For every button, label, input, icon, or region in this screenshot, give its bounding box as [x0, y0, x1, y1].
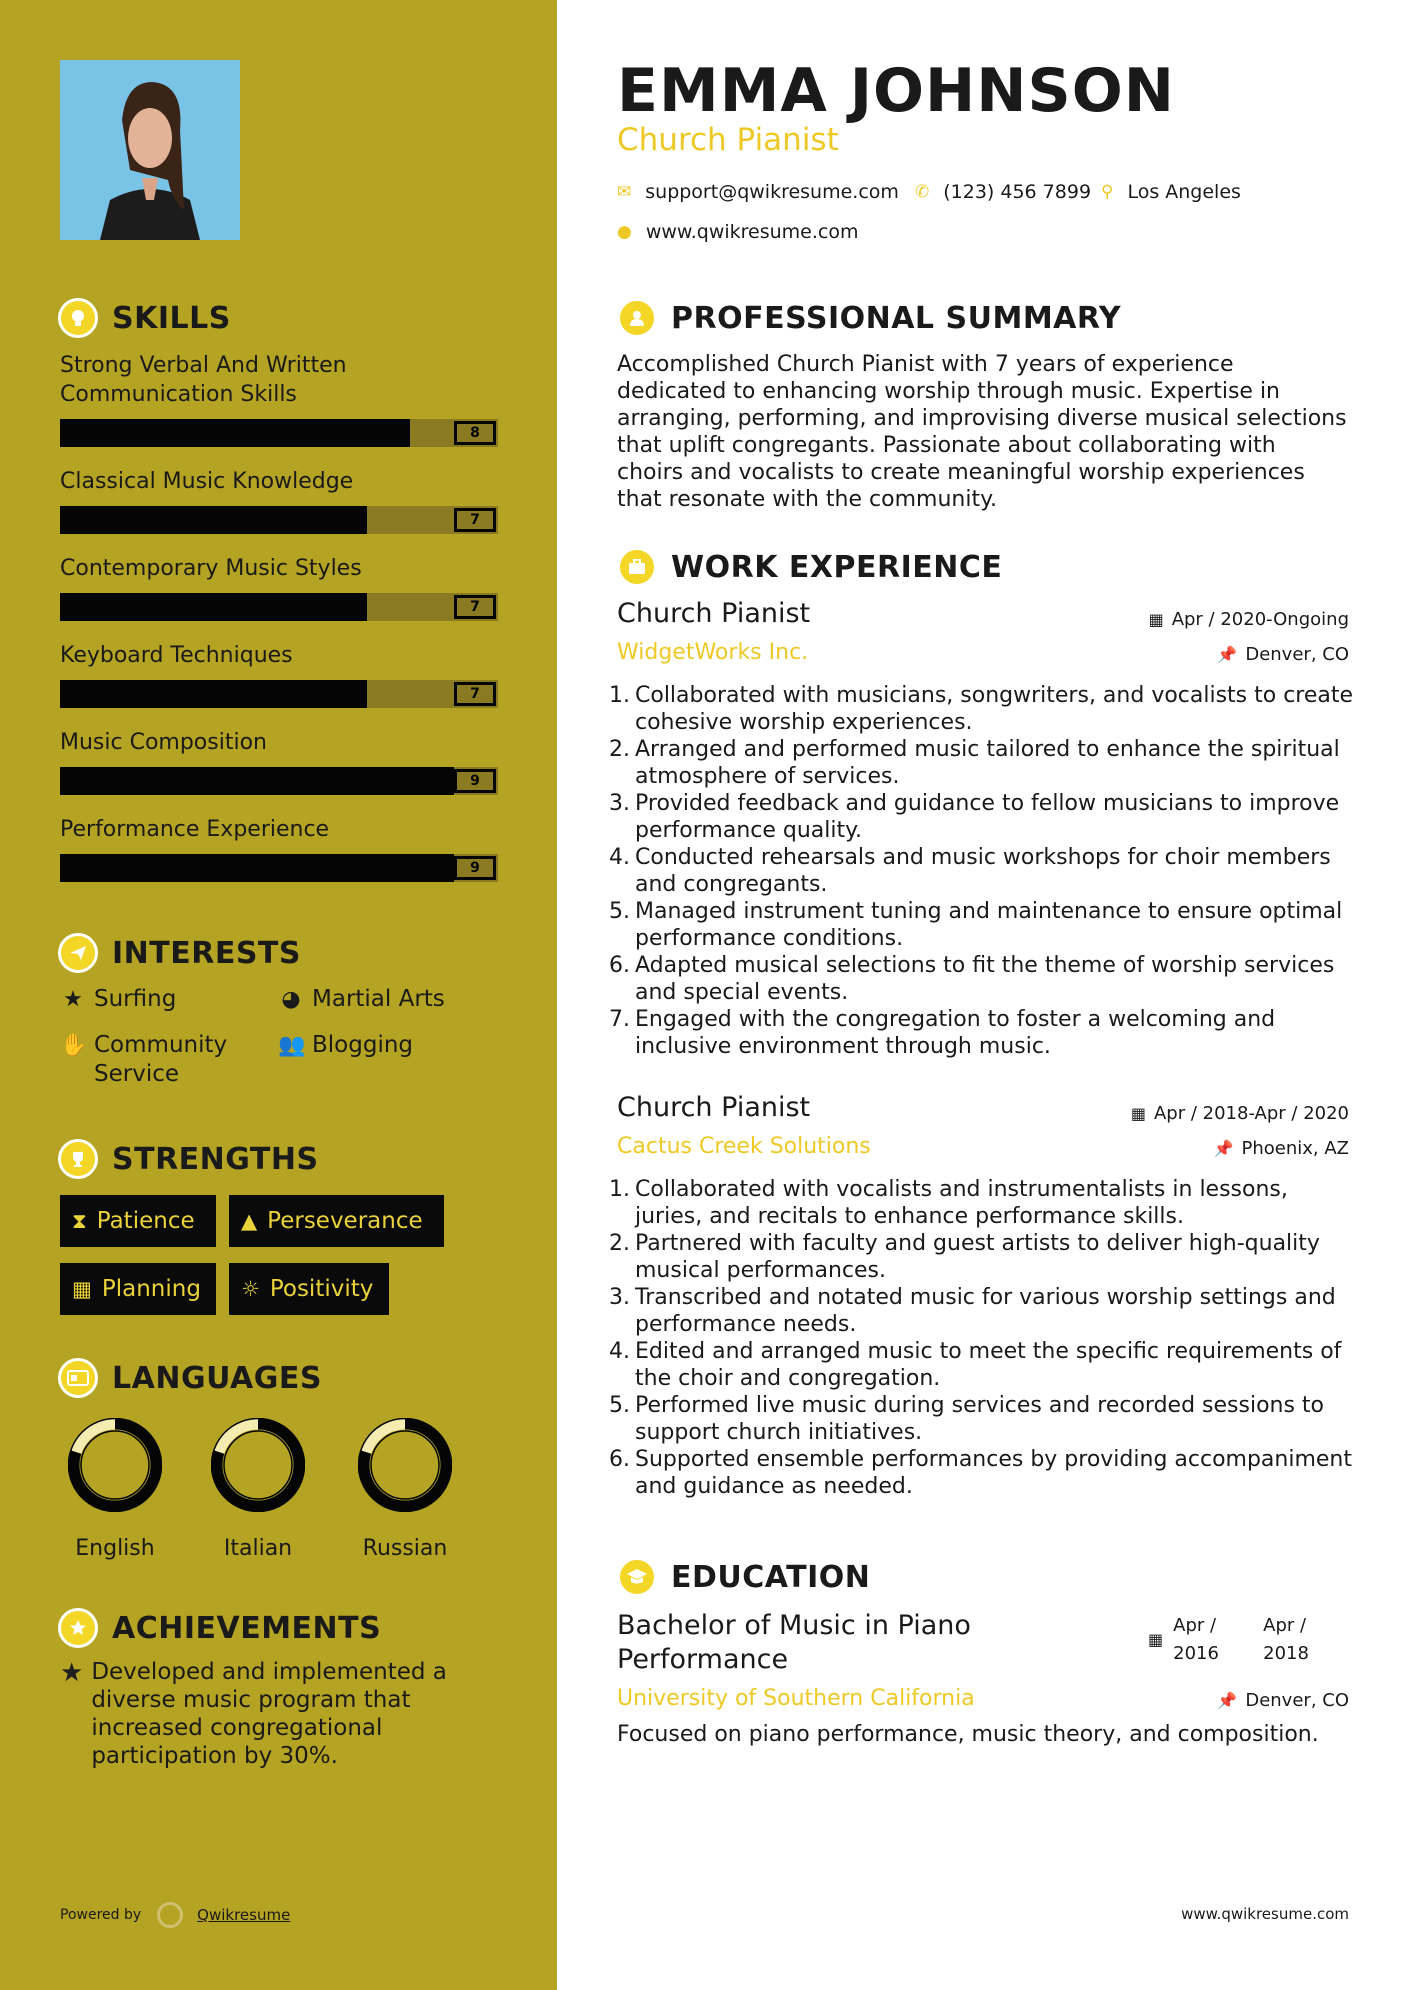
strength-badge — [229, 1263, 389, 1315]
education-end — [1263, 1612, 1323, 1668]
duty-item: 4. Edited and arranged music to meet the specific requirements of the choir and congregation. — [609, 1339, 1342, 1391]
skill-value: 8 — [454, 421, 496, 445]
location-text: Los Angeles — [1127, 181, 1241, 203]
job-dates — [1131, 1103, 1349, 1124]
education-location-text: Denver, CO — [1245, 1690, 1349, 1711]
skill-name: Contemporary Music Styles — [60, 556, 362, 581]
lightbulb-icon — [58, 298, 98, 338]
job-duties-list — [609, 1176, 1357, 1500]
paper-plane-icon — [58, 933, 98, 973]
skill-value: 9 — [454, 769, 496, 793]
contact-location — [1101, 181, 1241, 203]
job-location — [1217, 644, 1349, 665]
skill-name: Performance Experience — [60, 817, 330, 842]
candidate-name: EMMA JOHNSON — [617, 56, 1175, 126]
calendar-icon: ▦ — [1148, 1630, 1164, 1649]
interest-item — [60, 1031, 260, 1089]
education-start-month: Apr / — [1173, 1615, 1217, 1636]
email-text: support@qwikresume.com — [645, 181, 899, 203]
contact-phone[interactable] — [915, 181, 1091, 203]
language-label: English — [75, 1536, 155, 1561]
skill-name: Music Composition — [60, 730, 267, 755]
user-icon — [617, 298, 657, 338]
achievements-title: ACHIEVEMENTS — [112, 1610, 382, 1646]
achievements-header — [58, 1608, 381, 1648]
skill-value: 9 — [454, 856, 496, 880]
duty-item: 6. Supported ensemble performances by providing accompaniment and guidance as needed. — [609, 1447, 1352, 1499]
interest-item — [278, 1031, 413, 1060]
skill-bar-fill — [60, 767, 454, 795]
strengths-title: STRENGTHS — [112, 1141, 319, 1177]
skills-title: SKILLS — [112, 300, 231, 336]
language-gauge — [211, 1418, 305, 1512]
strength-label: Positivity — [269, 1276, 374, 1302]
skill-bar — [60, 419, 498, 447]
hand-icon: ✋ — [60, 1033, 88, 1058]
education-header — [617, 1557, 870, 1597]
globe-icon: ◕ — [281, 987, 301, 1012]
sun-icon: ☼ — [241, 1277, 260, 1301]
duty-item: 6. Adapted musical selections to fit the theme of worship services and special events. — [609, 953, 1335, 1005]
education-description: Focused on piano performance, music theory, and composition. — [617, 1722, 1319, 1747]
duty-item: 3. Provided feedback and guidance to fellow musicians to improve performance quality. — [609, 791, 1340, 843]
duty-item: 5. Managed instrument tuning and maintenance to ensure optimal performance conditions. — [609, 899, 1343, 951]
contact-website[interactable] — [617, 221, 858, 243]
footer-url[interactable]: www.qwikresume.com — [1181, 1905, 1349, 1923]
duty-item: 3. Transcribed and notated music for various worship settings and performance needs. — [609, 1285, 1336, 1337]
job-dates-text: Apr / 2020-Ongoing — [1171, 609, 1349, 630]
job-company: Cactus Creek Solutions — [617, 1134, 871, 1159]
skill-bar-fill — [60, 419, 410, 447]
education-end-month: Apr / — [1263, 1615, 1307, 1636]
calendar-icon: ▦ — [1148, 610, 1164, 629]
person-portrait — [60, 60, 240, 240]
profile-photo — [60, 60, 240, 240]
phone-icon: ✆ — [915, 182, 930, 202]
interest-label: Martial Arts — [312, 986, 445, 1012]
hourglass-icon: ⧗ — [72, 1208, 87, 1233]
summary-title: PROFESSIONAL SUMMARY — [671, 300, 1122, 336]
language-item — [45, 1418, 185, 1561]
summary-header — [617, 298, 1121, 338]
strength-badge — [60, 1195, 216, 1247]
languages-header — [58, 1358, 322, 1398]
job-title: Church Pianist — [617, 1092, 811, 1123]
skill-value: 7 — [454, 508, 496, 532]
calendar-icon: ▦ — [1130, 1104, 1146, 1123]
job-location-text: Phoenix, AZ — [1241, 1138, 1349, 1159]
achievement-item — [60, 1658, 500, 1770]
job-location-text: Denver, CO — [1245, 644, 1349, 665]
pin-icon: 📌 — [1217, 1691, 1238, 1710]
strengths-header — [58, 1139, 319, 1179]
skill-name: Strong Verbal And Written Communication Skills — [60, 353, 347, 407]
interests-title: INTERESTS — [112, 935, 301, 971]
website-text: www.qwikresume.com — [645, 221, 859, 243]
experience-title: WORK EXPERIENCE — [671, 549, 1003, 585]
job-company: WidgetWorks Inc. — [617, 640, 809, 665]
education-title: EDUCATION — [671, 1559, 871, 1595]
interest-label: Community Service — [94, 1032, 228, 1087]
language-gauge — [68, 1418, 162, 1512]
job-dates — [1149, 609, 1349, 630]
qwikresume-logo-icon — [157, 1902, 183, 1928]
education-end-year: 2018 — [1263, 1643, 1309, 1664]
duty-item: 4. Conducted rehearsals and music workshops for choir members and congregants. — [609, 845, 1331, 897]
achievement-text: Developed and implemented a diverse music program that increased congregational participation by 30%. — [91, 1659, 447, 1769]
candidate-title: Church Pianist — [617, 122, 839, 158]
strength-label: Planning — [101, 1276, 201, 1302]
briefcase-icon — [617, 547, 657, 587]
skill-value: 7 — [454, 595, 496, 619]
education-dates — [1148, 1612, 1323, 1668]
calendar-icon: ▦ — [72, 1277, 92, 1301]
skill-bar-fill — [60, 593, 367, 621]
skill-bar-fill — [60, 680, 367, 708]
road-icon: ▲ — [241, 1209, 258, 1233]
skill-bar-fill — [60, 506, 367, 534]
skills-header — [58, 298, 231, 338]
interest-item — [278, 985, 445, 1014]
duty-item: 2. Partnered with faculty and guest artists to deliver high-quality musical performances. — [609, 1231, 1320, 1283]
education-school: University of Southern California — [617, 1686, 975, 1711]
star-badge-icon — [58, 1608, 98, 1648]
strength-badge — [229, 1195, 444, 1247]
language-gauge — [358, 1418, 452, 1512]
interest-label: Surfing — [94, 986, 177, 1012]
skill-bar — [60, 854, 498, 882]
duty-item: 5. Performed live music during services and recorded sessions to support church initiatives. — [609, 1393, 1325, 1445]
job-duties-list — [609, 682, 1357, 1060]
contact-email[interactable] — [617, 181, 899, 203]
skill-bar — [60, 767, 498, 795]
skill-bar — [60, 506, 498, 534]
job-location — [1214, 1138, 1349, 1159]
language-label: Italian — [223, 1536, 293, 1561]
duty-item: 7. Engaged with the congregation to foster a welcoming and inclusive environment through music. — [609, 1007, 1276, 1059]
education-location — [1217, 1690, 1349, 1711]
pin-icon: 📌 — [1217, 645, 1238, 664]
powered-by-label: Powered by — [60, 1907, 142, 1923]
duty-item: 1. Collaborated with vocalists and instrumentalists in lessons, juries, and recitals to enhance performance skills. — [609, 1177, 1288, 1229]
interest-item — [60, 985, 176, 1014]
envelope-icon: ✉ — [617, 182, 632, 202]
sidebar — [0, 0, 557, 1990]
skill-name: Classical Music Knowledge — [60, 469, 354, 494]
interests-header — [58, 933, 301, 973]
interest-label: Blogging — [312, 1032, 414, 1058]
languages-title: LANGUAGES — [112, 1360, 322, 1396]
duty-item: 2. Arranged and performed music tailored to enhance the spiritual atmosphere of services. — [609, 737, 1340, 789]
experience-header — [617, 547, 1002, 587]
strength-label: Perseverance — [267, 1208, 423, 1234]
education-start — [1173, 1612, 1243, 1668]
skill-name: Keyboard Techniques — [60, 643, 293, 668]
job-dates-text: Apr / 2018-Apr / 2020 — [1153, 1103, 1349, 1124]
graduation-cap-icon — [617, 1557, 657, 1597]
globe-icon: ● — [617, 222, 632, 242]
strength-label: Patience — [96, 1208, 195, 1234]
duty-item: 1. Collaborated with musicians, songwriters, and vocalists to create cohesive worship experiences. — [609, 683, 1354, 735]
map-pin-icon: ⚲ — [1101, 182, 1114, 202]
job-title: Church Pianist — [617, 598, 811, 629]
skill-bar — [60, 680, 498, 708]
skill-bar-fill — [60, 854, 454, 882]
skill-value: 7 — [454, 682, 496, 706]
language-icon — [58, 1358, 98, 1398]
users-icon: 👥 — [278, 1033, 306, 1058]
language-label: Russian — [362, 1536, 448, 1561]
language-item — [188, 1418, 328, 1561]
skill-bar — [60, 593, 498, 621]
pin-icon: 📌 — [1213, 1139, 1234, 1158]
phone-text: (123) 456 7899 — [943, 181, 1092, 203]
star-icon: ★ — [63, 987, 83, 1012]
powered-by — [60, 1902, 290, 1928]
education-start-year: 2016 — [1173, 1643, 1219, 1664]
trophy-icon — [58, 1139, 98, 1179]
language-item — [335, 1418, 475, 1561]
qwikresume-link[interactable]: Qwikresume — [197, 1906, 291, 1924]
education-degree: Bachelor of Music in Piano Performance — [617, 1610, 971, 1675]
star-icon: ★ — [60, 1658, 84, 1688]
summary-text: Accomplished Church Pianist with 7 years of experience dedicated to enhancing worship through music. Expertise in arranging, performing, and improvising diverse musical selections that uplift congregants. Passionate about collaborating with choirs and vocalists to create meaningful worship experiences that resonate with the community. — [617, 352, 1347, 512]
strength-badge — [60, 1263, 216, 1315]
